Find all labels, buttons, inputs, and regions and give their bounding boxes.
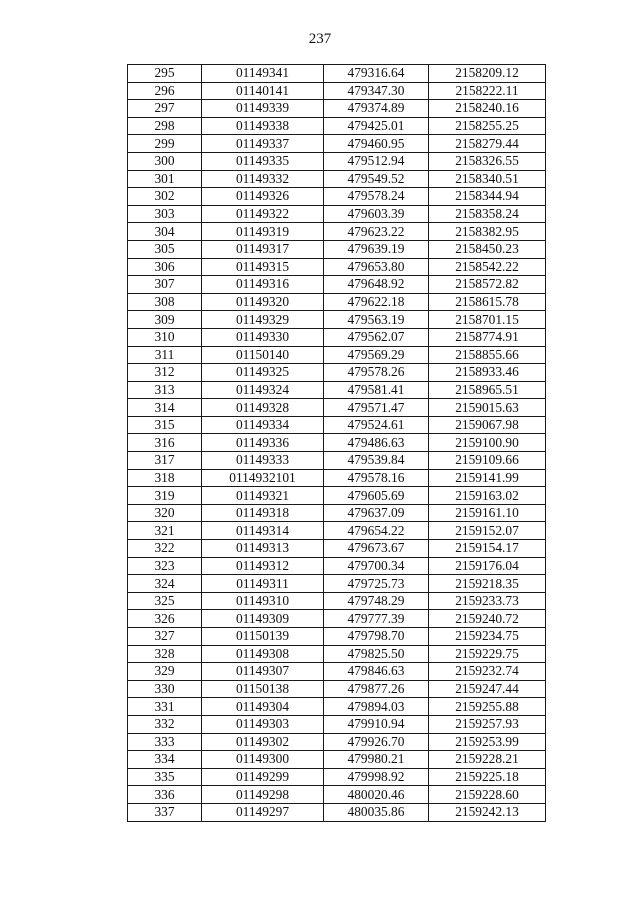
point-number-cell: 314 [128, 399, 202, 417]
x-coordinate-cell: 479637.09 [324, 504, 429, 522]
point-number-cell: 296 [128, 82, 202, 100]
table-row [128, 381, 546, 399]
table-row [128, 152, 546, 170]
point-number-cell: 305 [128, 240, 202, 258]
point-number-cell: 328 [128, 645, 202, 663]
x-coordinate-cell: 479825.50 [324, 645, 429, 663]
point-id-cell: 01149330 [202, 328, 324, 346]
x-coordinate-cell: 479578.16 [324, 469, 429, 487]
table-row [128, 170, 546, 188]
coordinates-table [127, 64, 546, 822]
table-row [128, 364, 546, 382]
table-row [128, 240, 546, 258]
y-coordinate-cell: 2159067.98 [429, 416, 546, 434]
table-row [128, 803, 546, 821]
point-id-cell: 01149307 [202, 663, 324, 681]
point-number-cell: 297 [128, 100, 202, 118]
x-coordinate-cell: 479653.80 [324, 258, 429, 276]
table-row [128, 733, 546, 751]
point-id-cell: 01149314 [202, 522, 324, 540]
x-coordinate-cell: 479512.94 [324, 152, 429, 170]
point-id-cell: 01149320 [202, 293, 324, 311]
point-number-cell: 333 [128, 733, 202, 751]
table-row [128, 434, 546, 452]
table-row [128, 293, 546, 311]
x-coordinate-cell: 479980.21 [324, 751, 429, 769]
table-row [128, 786, 546, 804]
point-number-cell: 334 [128, 751, 202, 769]
x-coordinate-cell: 479374.89 [324, 100, 429, 118]
x-coordinate-cell: 480020.46 [324, 786, 429, 804]
point-number-cell: 300 [128, 152, 202, 170]
y-coordinate-cell: 2159232.74 [429, 663, 546, 681]
point-number-cell: 299 [128, 135, 202, 153]
y-coordinate-cell: 2158615.78 [429, 293, 546, 311]
point-id-cell: 01149338 [202, 117, 324, 135]
y-coordinate-cell: 2159141.99 [429, 469, 546, 487]
x-coordinate-cell: 479926.70 [324, 733, 429, 751]
point-id-cell: 01149309 [202, 610, 324, 628]
point-number-cell: 302 [128, 188, 202, 206]
table-row [128, 205, 546, 223]
y-coordinate-cell: 2159161.10 [429, 504, 546, 522]
point-number-cell: 327 [128, 628, 202, 646]
table-row [128, 557, 546, 575]
point-number-cell: 336 [128, 786, 202, 804]
point-id-cell: 01149308 [202, 645, 324, 663]
y-coordinate-cell: 2159163.02 [429, 487, 546, 505]
table-row [128, 276, 546, 294]
x-coordinate-cell: 479777.39 [324, 610, 429, 628]
point-number-cell: 324 [128, 575, 202, 593]
y-coordinate-cell: 2158209.12 [429, 65, 546, 83]
point-id-cell: 01149328 [202, 399, 324, 417]
y-coordinate-cell: 2158572.82 [429, 276, 546, 294]
point-number-cell: 337 [128, 803, 202, 821]
point-id-cell: 01149298 [202, 786, 324, 804]
point-id-cell: 01149321 [202, 487, 324, 505]
x-coordinate-cell: 479877.26 [324, 680, 429, 698]
point-id-cell: 01149318 [202, 504, 324, 522]
x-coordinate-cell: 479347.30 [324, 82, 429, 100]
point-number-cell: 303 [128, 205, 202, 223]
coordinates-table-body [128, 65, 546, 822]
y-coordinate-cell: 2158255.25 [429, 117, 546, 135]
point-id-cell: 01149325 [202, 364, 324, 382]
x-coordinate-cell: 479648.92 [324, 276, 429, 294]
y-coordinate-cell: 2159152.07 [429, 522, 546, 540]
x-coordinate-cell: 479798.70 [324, 628, 429, 646]
point-number-cell: 313 [128, 381, 202, 399]
x-coordinate-cell: 479622.18 [324, 293, 429, 311]
table-row [128, 645, 546, 663]
x-coordinate-cell: 479725.73 [324, 575, 429, 593]
y-coordinate-cell: 2159228.60 [429, 786, 546, 804]
y-coordinate-cell: 2158344.94 [429, 188, 546, 206]
point-number-cell: 320 [128, 504, 202, 522]
point-number-cell: 309 [128, 311, 202, 329]
y-coordinate-cell: 2158774.91 [429, 328, 546, 346]
y-coordinate-cell: 2159255.88 [429, 698, 546, 716]
point-id-cell: 01149311 [202, 575, 324, 593]
point-number-cell: 317 [128, 452, 202, 470]
point-number-cell: 326 [128, 610, 202, 628]
point-number-cell: 312 [128, 364, 202, 382]
x-coordinate-cell: 479605.69 [324, 487, 429, 505]
y-coordinate-cell: 2159242.13 [429, 803, 546, 821]
x-coordinate-cell: 479846.63 [324, 663, 429, 681]
point-number-cell: 304 [128, 223, 202, 241]
y-coordinate-cell: 2159257.93 [429, 715, 546, 733]
y-coordinate-cell: 2158933.46 [429, 364, 546, 382]
point-id-cell: 01149312 [202, 557, 324, 575]
y-coordinate-cell: 2158855.66 [429, 346, 546, 364]
y-coordinate-cell: 2158279.44 [429, 135, 546, 153]
y-coordinate-cell: 2158450.23 [429, 240, 546, 258]
point-number-cell: 322 [128, 540, 202, 558]
table-row [128, 575, 546, 593]
x-coordinate-cell: 479673.67 [324, 540, 429, 558]
y-coordinate-cell: 2158240.16 [429, 100, 546, 118]
x-coordinate-cell: 479894.03 [324, 698, 429, 716]
table-row [128, 117, 546, 135]
table-row [128, 223, 546, 241]
point-id-cell: 01149302 [202, 733, 324, 751]
x-coordinate-cell: 479581.41 [324, 381, 429, 399]
point-number-cell: 311 [128, 346, 202, 364]
point-number-cell: 319 [128, 487, 202, 505]
x-coordinate-cell: 479425.01 [324, 117, 429, 135]
page-number: 237 [308, 31, 332, 47]
table-row [128, 188, 546, 206]
point-number-cell: 307 [128, 276, 202, 294]
point-id-cell: 01149333 [202, 452, 324, 470]
y-coordinate-cell: 2158382.95 [429, 223, 546, 241]
y-coordinate-cell: 2159109.66 [429, 452, 546, 470]
point-id-cell: 01149310 [202, 592, 324, 610]
point-id-cell: 01140141 [202, 82, 324, 100]
point-id-cell: 01149299 [202, 768, 324, 786]
point-id-cell: 01149315 [202, 258, 324, 276]
y-coordinate-cell: 2158326.55 [429, 152, 546, 170]
table-row [128, 416, 546, 434]
point-number-cell: 318 [128, 469, 202, 487]
point-id-cell: 01149322 [202, 205, 324, 223]
point-id-cell: 01149326 [202, 188, 324, 206]
point-id-cell: 01149335 [202, 152, 324, 170]
y-coordinate-cell: 2159225.18 [429, 768, 546, 786]
point-id-cell: 01149339 [202, 100, 324, 118]
point-number-cell: 335 [128, 768, 202, 786]
table-row [128, 663, 546, 681]
table-row [128, 65, 546, 83]
x-coordinate-cell: 479748.29 [324, 592, 429, 610]
point-id-cell: 01149317 [202, 240, 324, 258]
point-number-cell: 308 [128, 293, 202, 311]
point-id-cell: 01149300 [202, 751, 324, 769]
point-id-cell: 01149304 [202, 698, 324, 716]
table-row [128, 715, 546, 733]
y-coordinate-cell: 2159240.72 [429, 610, 546, 628]
point-id-cell: 01149337 [202, 135, 324, 153]
table-row [128, 680, 546, 698]
point-id-cell: 01149334 [202, 416, 324, 434]
point-number-cell: 329 [128, 663, 202, 681]
table-row [128, 135, 546, 153]
table-row [128, 328, 546, 346]
table-row [128, 540, 546, 558]
point-id-cell: 01149332 [202, 170, 324, 188]
point-id-cell: 01150139 [202, 628, 324, 646]
table-row [128, 452, 546, 470]
x-coordinate-cell: 479486.63 [324, 434, 429, 452]
y-coordinate-cell: 2159229.75 [429, 645, 546, 663]
x-coordinate-cell: 479639.19 [324, 240, 429, 258]
point-id-cell: 01149313 [202, 540, 324, 558]
point-id-cell: 01149319 [202, 223, 324, 241]
table-row [128, 504, 546, 522]
point-number-cell: 332 [128, 715, 202, 733]
point-number-cell: 301 [128, 170, 202, 188]
point-number-cell: 323 [128, 557, 202, 575]
table-row [128, 592, 546, 610]
table-row [128, 751, 546, 769]
table-row [128, 346, 546, 364]
point-id-cell: 01149341 [202, 65, 324, 83]
point-number-cell: 295 [128, 65, 202, 83]
table-row [128, 100, 546, 118]
point-number-cell: 306 [128, 258, 202, 276]
point-number-cell: 330 [128, 680, 202, 698]
x-coordinate-cell: 479539.84 [324, 452, 429, 470]
point-number-cell: 316 [128, 434, 202, 452]
point-id-cell: 01149316 [202, 276, 324, 294]
y-coordinate-cell: 2159253.99 [429, 733, 546, 751]
table-row [128, 469, 546, 487]
x-coordinate-cell: 479700.34 [324, 557, 429, 575]
x-coordinate-cell: 479524.61 [324, 416, 429, 434]
table-row [128, 610, 546, 628]
point-number-cell: 310 [128, 328, 202, 346]
x-coordinate-cell: 480035.86 [324, 803, 429, 821]
y-coordinate-cell: 2159015.63 [429, 399, 546, 417]
table-row [128, 768, 546, 786]
table-row [128, 487, 546, 505]
y-coordinate-cell: 2159247.44 [429, 680, 546, 698]
x-coordinate-cell: 479578.26 [324, 364, 429, 382]
y-coordinate-cell: 2158358.24 [429, 205, 546, 223]
x-coordinate-cell: 479998.92 [324, 768, 429, 786]
y-coordinate-cell: 2159176.04 [429, 557, 546, 575]
point-number-cell: 331 [128, 698, 202, 716]
table-row [128, 522, 546, 540]
y-coordinate-cell: 2159100.90 [429, 434, 546, 452]
y-coordinate-cell: 2159154.17 [429, 540, 546, 558]
point-id-cell: 01149324 [202, 381, 324, 399]
point-number-cell: 321 [128, 522, 202, 540]
y-coordinate-cell: 2158542.22 [429, 258, 546, 276]
x-coordinate-cell: 479623.22 [324, 223, 429, 241]
point-id-cell: 01149336 [202, 434, 324, 452]
point-id-cell: 01150140 [202, 346, 324, 364]
table-row [128, 399, 546, 417]
y-coordinate-cell: 2158340.51 [429, 170, 546, 188]
point-id-cell: 01149297 [202, 803, 324, 821]
table-row [128, 258, 546, 276]
point-number-cell: 325 [128, 592, 202, 610]
y-coordinate-cell: 2159218.35 [429, 575, 546, 593]
x-coordinate-cell: 479460.95 [324, 135, 429, 153]
point-id-cell: 01149329 [202, 311, 324, 329]
x-coordinate-cell: 479571.47 [324, 399, 429, 417]
y-coordinate-cell: 2159228.21 [429, 751, 546, 769]
point-number-cell: 315 [128, 416, 202, 434]
x-coordinate-cell: 479549.52 [324, 170, 429, 188]
point-id-cell: 01149303 [202, 715, 324, 733]
table-row [128, 698, 546, 716]
point-number-cell: 298 [128, 117, 202, 135]
y-coordinate-cell: 2158965.51 [429, 381, 546, 399]
table-row [128, 628, 546, 646]
y-coordinate-cell: 2158222.11 [429, 82, 546, 100]
x-coordinate-cell: 479316.64 [324, 65, 429, 83]
x-coordinate-cell: 479569.29 [324, 346, 429, 364]
table-row [128, 82, 546, 100]
x-coordinate-cell: 479562.07 [324, 328, 429, 346]
point-id-cell: 0114932101 [202, 469, 324, 487]
x-coordinate-cell: 479578.24 [324, 188, 429, 206]
x-coordinate-cell: 479563.19 [324, 311, 429, 329]
x-coordinate-cell: 479603.39 [324, 205, 429, 223]
table-row [128, 311, 546, 329]
x-coordinate-cell: 479910.94 [324, 715, 429, 733]
y-coordinate-cell: 2159233.73 [429, 592, 546, 610]
y-coordinate-cell: 2159234.75 [429, 628, 546, 646]
x-coordinate-cell: 479654.22 [324, 522, 429, 540]
point-id-cell: 01150138 [202, 680, 324, 698]
y-coordinate-cell: 2158701.15 [429, 311, 546, 329]
